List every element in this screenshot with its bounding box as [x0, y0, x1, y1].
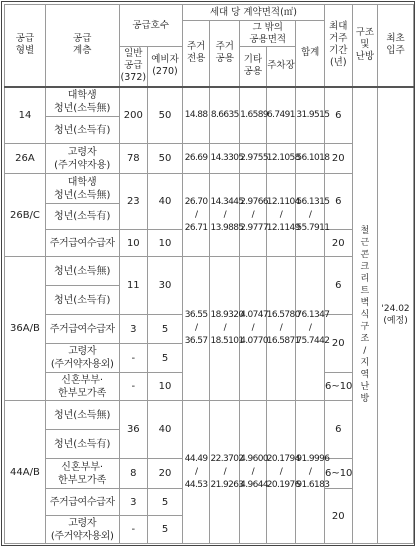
general-cell: 78: [119, 144, 148, 174]
reserve-cell: 50: [148, 144, 183, 174]
reserve-cell: 5: [148, 315, 183, 344]
general-cell: -: [119, 373, 148, 401]
tier-cell: 고령자 (주거약자용외): [45, 516, 119, 544]
private-area: 26.69: [182, 144, 210, 174]
tier-cell: 청년(소득無): [45, 401, 119, 430]
tier-cell: 청년(소득有): [45, 204, 119, 230]
total-area: 91.9996 / 91.6183: [296, 401, 325, 544]
header-first: 최초 입주: [378, 5, 414, 87]
maxyear-cell: 20: [324, 489, 352, 544]
tier-cell: 청년(소득無): [45, 257, 119, 286]
private-area: 26.70 / 26.71: [182, 174, 210, 257]
type-26a: 26A: [5, 144, 46, 174]
general-cell: 200: [119, 87, 148, 144]
general-cell: 8: [119, 459, 148, 489]
general-cell: -: [119, 344, 148, 373]
reserve-cell: 40: [148, 174, 183, 230]
tier-cell: 청년(소득有): [45, 286, 119, 315]
general-cell: 11: [119, 257, 148, 315]
general-cell: 23: [119, 174, 148, 230]
tier-cell: 청년(소득有): [45, 117, 119, 144]
header-reserve: 예비자 (270): [148, 47, 183, 87]
private-area: 36.55 / 36.57: [182, 257, 210, 401]
type-36ab: 36A/B: [5, 257, 46, 401]
common-area: 14.3445 / 13.9885: [210, 174, 240, 257]
maxyear-cell: 6: [324, 87, 352, 144]
header-general: 일반 공급 (372): [119, 47, 148, 87]
header-other-common: 그 밖의 공용면적: [240, 21, 296, 47]
maxyear-cell: 6: [324, 401, 352, 459]
tier-cell: 주거급여수급자: [45, 230, 119, 257]
total-area: 56.1315 / 55.7911: [296, 174, 325, 257]
supply-table: [4, 4, 414, 544]
general-cell: 36: [119, 401, 148, 459]
reserve-cell: 20: [148, 459, 183, 489]
header-maxyear: 최대 거주 기간 (년): [324, 5, 352, 87]
tier-cell: 대학생 청년(소득無): [45, 87, 119, 117]
maxyear-cell: 6~10: [324, 373, 352, 401]
general-cell: 3: [119, 489, 148, 516]
header-tier: 공급 계층: [45, 5, 119, 87]
maxyear-cell: 20: [324, 230, 352, 257]
header-private: 주거 전용: [182, 21, 210, 87]
tier-cell: 청년(소득有): [45, 430, 119, 459]
private-area: 44.49 / 44.53: [182, 401, 210, 544]
header-type: 공급 형별: [5, 5, 46, 87]
header-supply: 공급호수: [119, 5, 182, 47]
general-cell: -: [119, 516, 148, 544]
parking-area: 12.1104 / 12.1149: [266, 174, 296, 257]
reserve-cell: 5: [148, 516, 183, 544]
header-structure: 구조 및 난방: [352, 5, 378, 87]
first-move-cell: '24.02 (예정): [378, 87, 414, 544]
total-area: 31.9515: [296, 87, 325, 144]
header-area: 세대 당 계약면적(㎡): [182, 5, 324, 21]
type-26bc: 26B/C: [5, 174, 46, 257]
tier-cell: 고령자 (주거약자용외): [45, 344, 119, 373]
tier-cell: 주거급여수급자: [45, 315, 119, 344]
total-area: 76.1347 / 75.7442: [296, 257, 325, 401]
private-area: 14.88: [182, 87, 210, 144]
structure-cell: 철 근 콘 크 리 트 벽 식 구 조 / 지 역 난 방: [352, 87, 378, 544]
reserve-cell: 5: [148, 489, 183, 516]
etc-area: 4.9600 / 4.9644: [240, 401, 267, 544]
table-frame: [1, 1, 415, 546]
general-cell: 10: [119, 230, 148, 257]
total-area: 56.1018: [296, 144, 325, 174]
tier-cell: 대학생 청년(소득無): [45, 174, 119, 204]
reserve-cell: 10: [148, 230, 183, 257]
tier-cell: 신혼부부· 한부모가족: [45, 373, 119, 401]
etc-area: 2.9755: [240, 144, 267, 174]
reserve-cell: 40: [148, 401, 183, 459]
header-etc: 기타 공용: [240, 47, 267, 87]
maxyear-cell: 6: [324, 257, 352, 315]
general-cell: 3: [119, 315, 148, 344]
common-area: 22.3702 / 21.9263: [210, 401, 240, 544]
maxyear-cell: 6~10: [324, 459, 352, 489]
reserve-cell: 30: [148, 257, 183, 315]
common-area: 18.9320 / 18.5101: [210, 257, 240, 401]
parking-area: 20.1794 / 20.1976: [266, 401, 296, 544]
reserve-cell: 10: [148, 373, 183, 401]
tier-cell: 신혼부부· 한부모가족: [45, 459, 119, 489]
type-44ab: 44A/B: [5, 401, 46, 544]
header-common: 주거 공용: [210, 21, 240, 87]
parking-area: 16.5780 / 16.5871: [266, 257, 296, 401]
common-area: 8.6635: [210, 87, 240, 144]
header-total: 합계: [296, 21, 325, 87]
reserve-cell: 50: [148, 87, 183, 144]
type-14: 14: [5, 87, 46, 144]
parking-area: 12.1058: [266, 144, 296, 174]
tier-cell: 고령자 (주거약자용): [45, 144, 119, 174]
maxyear-cell: 6: [324, 174, 352, 230]
etc-area: 4.0747 / 4.0770: [240, 257, 267, 401]
reserve-cell: 5: [148, 344, 183, 373]
tier-cell: 주거급여수급자: [45, 489, 119, 516]
header-parking: 주차장: [266, 47, 296, 87]
parking-area: 6.7491: [266, 87, 296, 144]
etc-area: 1.6589: [240, 87, 267, 144]
common-area: 14.3305: [210, 144, 240, 174]
maxyear-cell: 20: [324, 315, 352, 373]
etc-area: 2.9766 / 2.9777: [240, 174, 267, 257]
maxyear-cell: 20: [324, 144, 352, 174]
